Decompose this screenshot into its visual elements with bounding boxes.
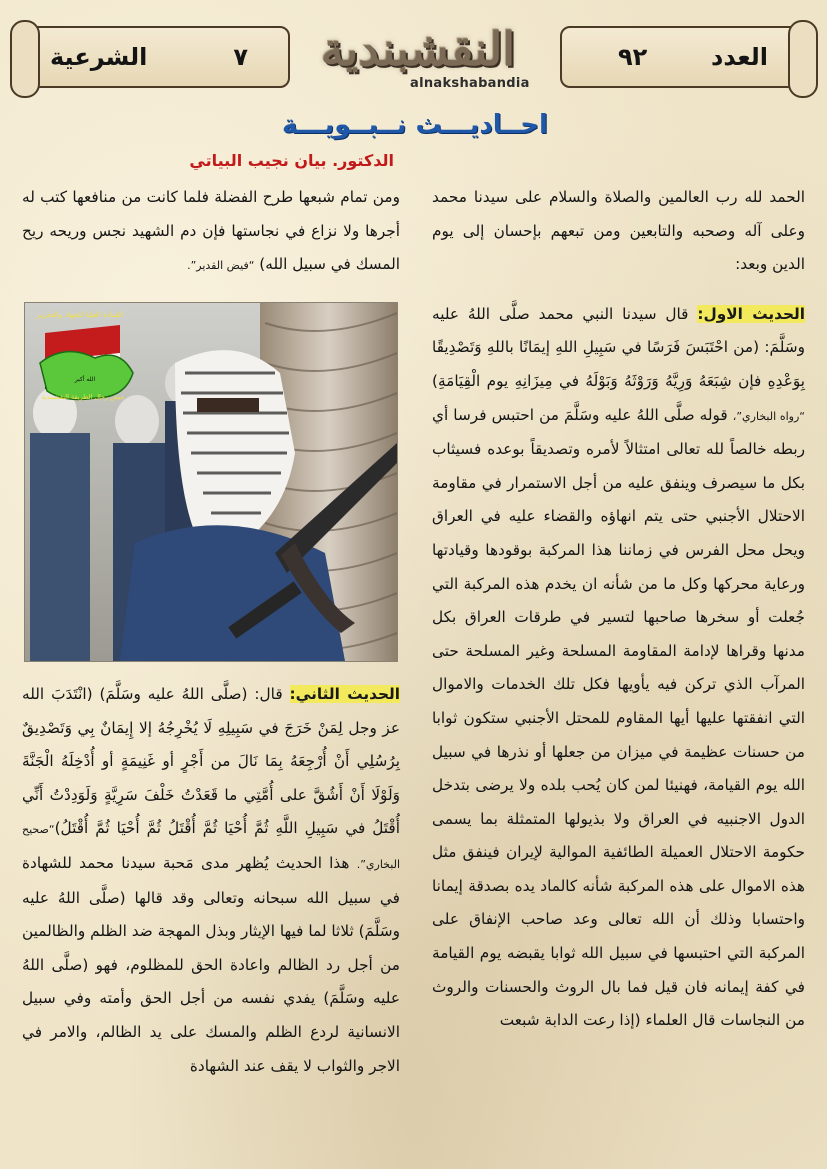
hadith-2-paragraph — [22, 678, 400, 1083]
issue-label: العدد — [711, 43, 768, 71]
continuation-source: “فيض القدير”. — [187, 259, 255, 273]
section-label: الشرعية — [50, 43, 148, 71]
page-number: ٧ — [233, 43, 248, 71]
left-column-bottom — [22, 678, 400, 1083]
hadith-1-text: قال سيدنا النبي محمد صلَّى اللهُ عليه وسَلَّمَ: (من احْتَبَسَ فَرَسًا في سَبِيلِ اللهِ إيمَانًا باللهِ وَتَصْدِيقًا بِوَعْدِهِ فإن شِبَعَهُ وَرِيَّهُ وَرَوْثَهُ وَبَوْلَهُ في مِيزَانِهِ يوم الْقِيَامَةِ) — [432, 304, 805, 390]
hadith-2-body: هذا الحديث يُظهر مدى مَحبة سيدنا محمد للشهادة في سبيل الله سبحانه وتعالى وقد قالها (صلَّى اللهُ عليه وسَلَّمَ) ثلاثا لما فيها الإيثار وبذل المهجة ضد الظلم والظالمين من أجل رد الظالم واعادة الحق للمظلوم، فهو (صلَّى اللهُ عليه وسَلَّمَ) يفدي نفسه من أجل الحق وأمته وفي سبيل الانسانية لردع الظلم والمسك على يد الظالم، والامر في الاجر والثواب لا يقف عند الشهادة — [22, 853, 400, 1075]
hadith-2-text: قال: (صلَّى اللهُ عليه وسَلَّمَ) (انْتَدَبَ الله عز وجل لِمَنْ خَرَجَ في سَبِيلِهِ لَا يُخْرِجُهُ إلا إِيمَانٌ بِي وَتَصْدِيقٌ بِرُسُلِي أَنْ أُرْجِعَهُ بِمَا نَالَ من أَجْرٍ أو غَنِيمَةٍ أو أُدْخِلَهُ الْجَنَّةَ وَلَوْلَا أَنْ أَشُقَّ على أُمَّتِي ما قَعَدْتُ خَلْفَ سَرِيَّةٍ وَلَوَدِدْتُ أَنِّي أُقْتَلُ في سَبِيلِ اللَّهِ ثُمَّ أُحْيَا ثُمَّ أُقْتَلُ ثُمَّ أُحْيَا ثُمَّ أُقْتَلُ) — [22, 685, 400, 838]
banner-top-text: القيادة العليا للجهاد والتحرير — [36, 310, 124, 319]
article-title: احــاديـــث نــبــويـــة — [282, 110, 548, 140]
hadith-1-source: “رواه البخاري”، — [732, 409, 805, 423]
hadith-2-source: “صحيح البخاري”. — [22, 823, 400, 871]
banner-center-text: الله أكبر — [74, 376, 96, 383]
intro-paragraph: الحمد لله رب العالمين والصلاة والسلام على سيدنا محمد وعلى آله وصحبه والتابعين ومن تبعهم بإحسان إلى يوم الدين وبعد: — [432, 188, 805, 274]
ribbon-scroll-end — [10, 20, 40, 98]
issue-ribbon — [560, 26, 806, 88]
continuation-paragraph — [22, 181, 400, 283]
issue-number: ٩٢ — [618, 43, 648, 71]
hadith-1-paragraph — [432, 298, 805, 1038]
left-column-top — [22, 181, 400, 283]
article-photo — [24, 302, 398, 662]
right-column — [432, 181, 805, 1038]
ribbon-scroll-end — [788, 20, 818, 98]
continuation-text: ومن تمام شبعها طرح الفضلة فلما كانت من منافعها كتب له أجرها ولا نزاع في نجاستها فإن دم الشهيد نجس وريحه ريح المسك في سبيل الله) — [22, 188, 400, 274]
banner-bottom-text: جيش رجال الطريقة النقشبندية — [41, 393, 125, 401]
logo-arabic-text: النقشبندية — [320, 22, 516, 76]
hadith-1-body: قوله صلَّى اللهُ عليه وسَلَّمَ من احتبس فرسا أي ربطه خالصاً لله تعالى امتثالاً لأمره وتصديقاً بوعده فسيثاب بكل ما سيصرف وينفق عليه من أجل الاستمرار في مقاومة الاحتلال الأجنبي حتى يتم انهاؤه والقضاء عليه في العراق ويحل محل الفرس في زماننا هذا المركبة بوقودها وقيادتها ورعاية محركها وكل ما من شأنه ان يخدم هذه المركبة التي جُعلت أو سخرها صاحبها لتسير في طرقات العراق بكل مدنها وقراها لإدامة المقاومة المسلحة وغير المسلحة حتى المرآب الذي تركن فيه يأويها فكل تلك الخدمات والاموال التي انفقتها عليها أيها المقاوم للمحتل الأجنبي ستكون ثوابا من حسنات عظيمة في ميزان من جعلها أو نذرها في سبيل الله يوم القيامة، فهنيئا لمن كان يُحب بلده ولا يرضى بتدخل الدول الاجنبيه في العراق ولا بذيولها المتمثلة بما يسمى حكومة الاحتلال العميلة الطائفية الموالية لإيران فينفق مثل هذه الاموال على هذه المركبة شأنه كالماد يده بصدقة إيمانا واحتسابا وذلك أن الله تعالى وعد صاحب الإنفاق على المركبة التي احتبسها في سبيل الله ثوابا يقبضه يوم القيامة في كفة إيمانه فان قيل فما بال الروث والحسنات والروث من النجاسات قال العلماء (إذا رعت الدابة شبعت — [432, 405, 805, 1030]
fighters-photo-illustration — [25, 303, 397, 661]
section-ribbon — [22, 26, 290, 88]
hadith-2-label: الحديث الثاني: — [289, 685, 400, 703]
magazine-logo — [300, 18, 536, 104]
article-author: الدكتور. بيان نجيب البياتي — [189, 151, 394, 170]
hadith-1-label: الحديث الاول: — [697, 304, 805, 323]
logo-latin-text: alnakshabandia — [410, 76, 530, 91]
